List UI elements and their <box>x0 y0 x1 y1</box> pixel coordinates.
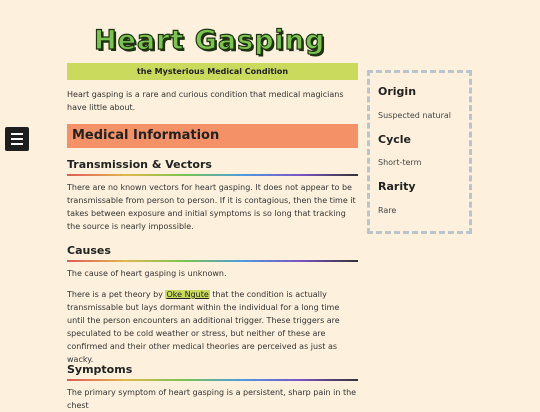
section-header-medical-information: Medical Information <box>67 124 358 148</box>
menu-line <box>11 138 23 140</box>
causes-theory-lead: There is a pet theory by <box>67 290 166 299</box>
causes-text: The cause of heart gasping is unknown. <box>67 269 227 278</box>
intro-text: Heart gasping is a rare and curious condition that medical magicians have little about. <box>67 90 344 112</box>
transmission-text: There are no known vectors for heart gasping. It does not appear to be transmissable from person to person. If it is contagious, then the time it takes between exposure and initial symptoms is so long that tracking the source is nearly impossible. <box>67 183 356 231</box>
cycle-value: Short-term <box>378 158 422 167</box>
heading-causes <box>67 244 358 257</box>
heading-transmission-text: Transmission & Vectors <box>67 158 212 171</box>
oke-ngute-link[interactable]: Oke Ngute <box>166 290 209 299</box>
heading-symptoms <box>67 363 358 376</box>
cycle-label: Cycle <box>378 133 411 146</box>
symptoms-text: The primary symptom of heart gasping is a persistent, sharp pain in the chest <box>67 388 357 410</box>
menu-line <box>11 133 23 135</box>
origin-label: Origin <box>378 85 417 98</box>
info-sidebar <box>367 70 472 234</box>
heading-transmission <box>67 158 358 171</box>
origin-value: Suspected natural <box>378 111 451 120</box>
menu-line <box>11 143 23 145</box>
heading-underline <box>67 174 358 176</box>
causes-theory-text <box>67 288 358 366</box>
heading-underline <box>67 379 358 381</box>
causes-theory-rest: that the condition is actually transmissable but lays dormant within the individual for a long time until the person encounters an additional trigger. These triggers are speculated to be cold weather or stress, but neither of these are confirmed and their other medical theories are perceived as just as wacky. <box>67 290 340 364</box>
hamburger-menu-icon[interactable] <box>5 127 29 151</box>
heading-underline <box>67 260 358 262</box>
rarity-value: Rare <box>378 206 397 215</box>
page-subtitle: the Mysterious Medical Condition <box>67 63 358 80</box>
heading-causes-text: Causes <box>67 244 111 257</box>
heading-symptoms-text: Symptoms <box>67 363 133 376</box>
rarity-label: Rarity <box>378 180 416 193</box>
page-title: Heart Gasping <box>94 25 326 56</box>
